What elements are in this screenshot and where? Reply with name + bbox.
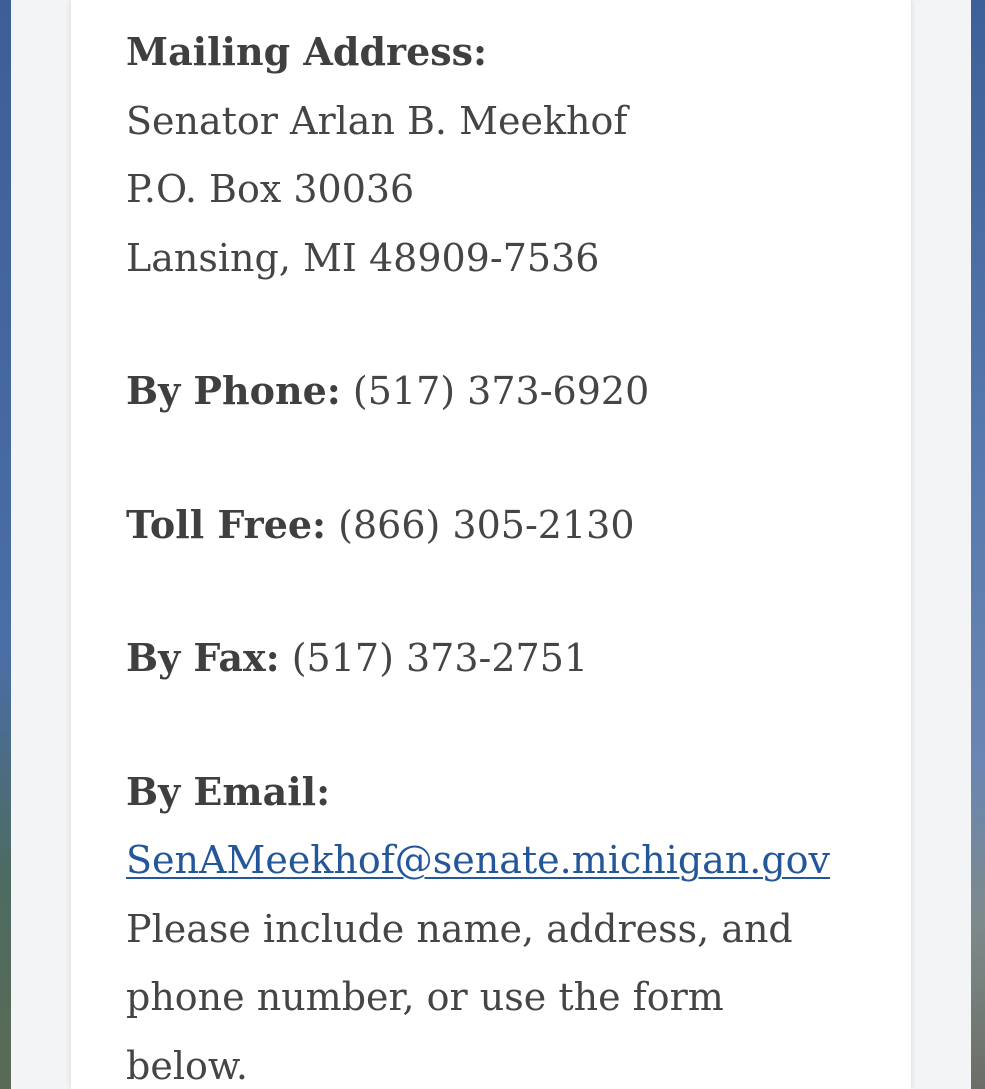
mailing-address-line: Senator Arlan B. Meekhof	[126, 98, 628, 143]
background-image-left	[0, 0, 11, 1089]
toll-free-number: (866) 305-2130	[338, 502, 635, 547]
spacer	[126, 559, 886, 624]
spacer	[126, 426, 886, 491]
email-note-line: Please include name, address, and	[126, 906, 793, 951]
email-label: By Email:	[126, 768, 331, 814]
phone-label: By Phone:	[126, 368, 341, 413]
fax-label: By Fax:	[126, 635, 280, 680]
toll-free-label: Toll Free:	[126, 501, 327, 547]
page-gutter-left	[11, 0, 71, 1089]
page-gutter-right	[911, 0, 971, 1089]
spacer	[126, 292, 886, 357]
phone-row	[126, 357, 886, 426]
contact-info	[126, 18, 886, 1089]
toll-free-row	[126, 491, 886, 560]
email-link[interactable]: SenAMeekhof@senate.michigan.gov	[126, 838, 831, 882]
fax-number: (517) 373-2751	[291, 636, 589, 680]
mailing-address-line: P.O. Box 30036	[126, 167, 415, 211]
email-note-line: below.	[126, 1043, 248, 1088]
fax-row	[126, 624, 886, 693]
mailing-address-line: Lansing, MI 48909-7536	[126, 235, 600, 280]
phone-number: (517) 373-6920	[352, 369, 650, 413]
spacer	[126, 693, 886, 758]
email-row	[126, 826, 886, 895]
email-note-line: phone number, or use the form	[126, 975, 724, 1019]
mailing-address-label: Mailing Address:	[126, 29, 488, 74]
background-image-right	[971, 0, 985, 1089]
contact-card	[71, 0, 911, 1089]
